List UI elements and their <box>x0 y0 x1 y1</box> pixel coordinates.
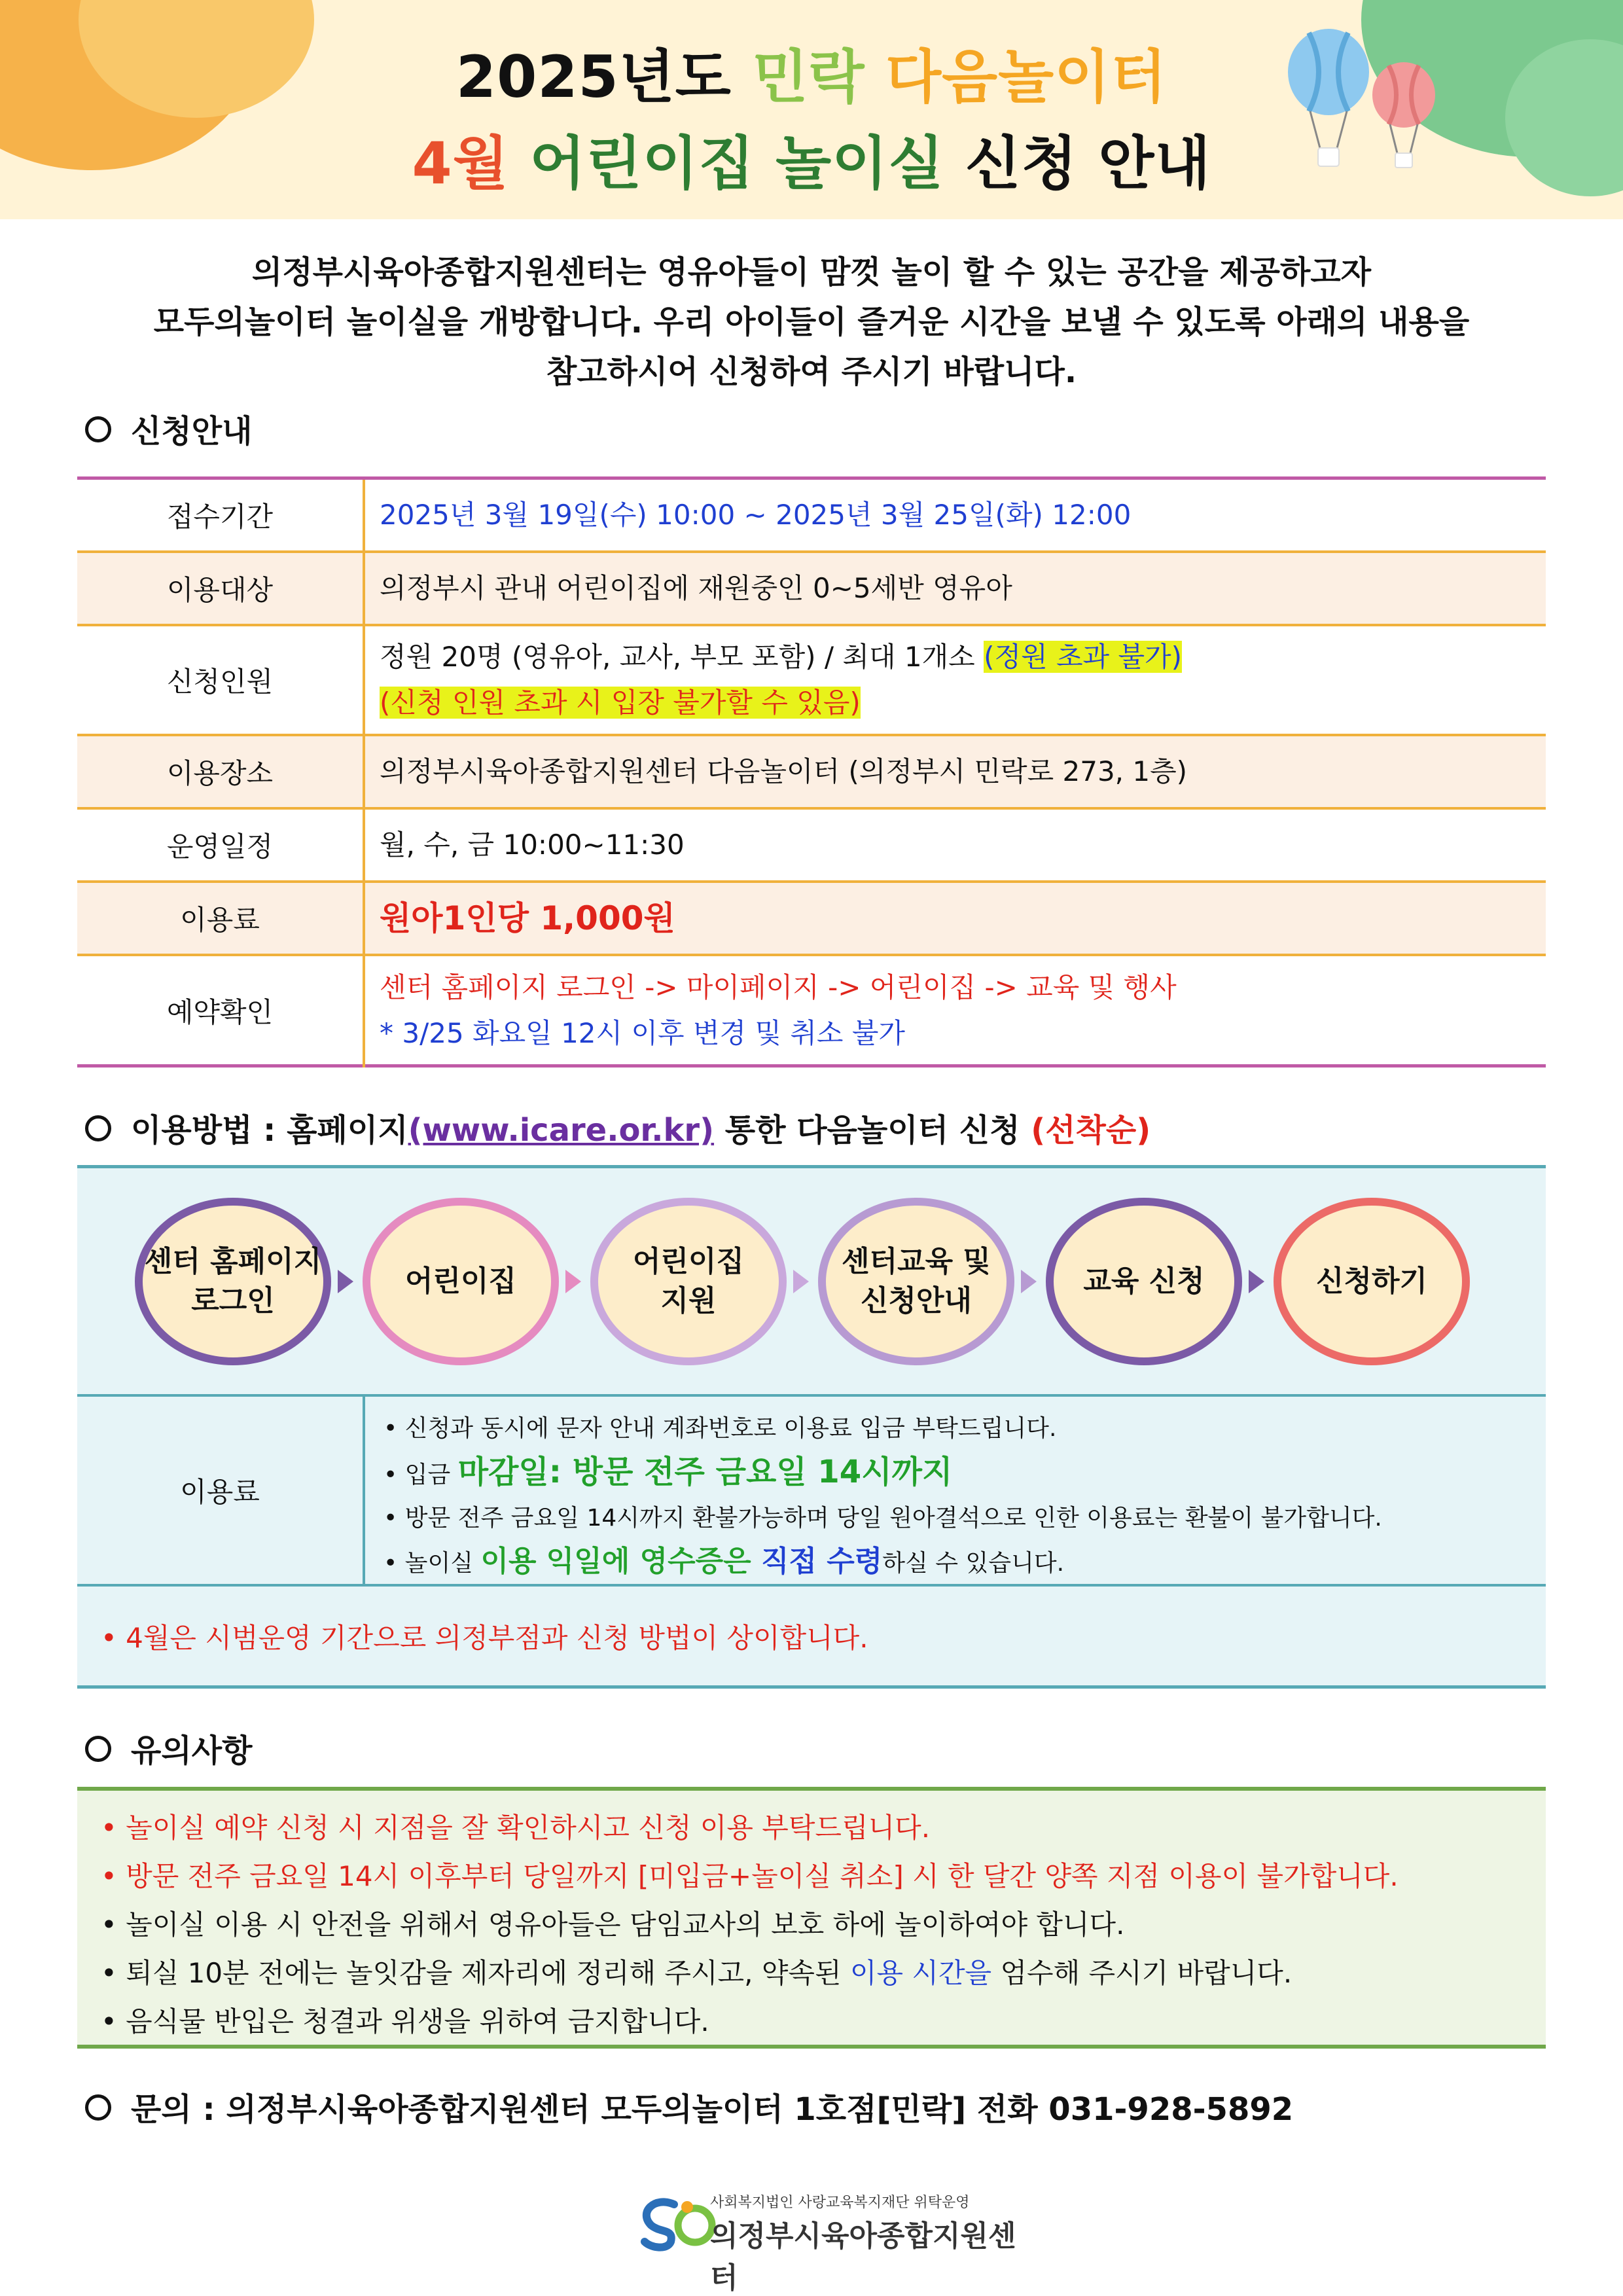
trial-period-note: • 4월은 시범운영 기간으로 의정부점과 신청 방법이 상이합니다. <box>101 1622 868 1654</box>
title2-part: 안내 <box>1098 130 1211 197</box>
info-table <box>77 476 1546 1072</box>
table-row <box>77 810 1546 883</box>
fee-line: • 방문 전주 금요일 14시까지 환불가능하며 당일 원아결석으로 인한 이용료는 환불이 불가합니다. <box>383 1505 1382 1532</box>
row-label: 이용장소 <box>166 757 274 789</box>
receipt-note: 이용 익일에 영수증은 <box>480 1545 761 1578</box>
box-top-border <box>77 1787 1546 1791</box>
entry-warning-note: (신청 인원 초과 시 입장 불가할 수 있음) <box>380 687 861 719</box>
box-bottom-border <box>77 2045 1546 2049</box>
value-text: * 3/25 화요일 12시 이후 변경 및 취소 불가 <box>380 1016 906 1049</box>
section-title: 유의사항 <box>131 1732 253 1769</box>
title2-part: 신청 <box>965 130 1099 197</box>
row-value <box>380 883 1533 954</box>
section-title-suffix: 통한 다음놀이터 신청 <box>714 1112 1031 1149</box>
row-value <box>380 626 1533 734</box>
section-title: 이용방법 : 홈페이지 <box>131 1112 408 1149</box>
row-value <box>380 480 1533 550</box>
note-part: • 퇴실 10분 전에는 놀잇감을 제자리에 정리해 주시고, 약속된 <box>101 1957 850 1989</box>
step-text: 센터 홈페이지 <box>144 1245 322 1278</box>
notes-box <box>77 1787 1546 2049</box>
title1-part: 2025년도 <box>455 43 753 111</box>
value-text <box>380 634 1533 680</box>
table-row <box>77 736 1546 810</box>
step-text: 센터교육 및 <box>842 1245 991 1278</box>
footer-small-text: 사회복지법인 사랑교육복지재단 위탁운영 <box>710 2195 970 2211</box>
box-top-border <box>77 1165 1546 1168</box>
step-login <box>135 1198 331 1365</box>
row-label: 이용료 <box>180 904 260 936</box>
arrow-right-icon <box>1249 1270 1264 1293</box>
contact-info <box>85 2084 1293 2129</box>
footer-center-name: 의정부시육아종합지원센터 <box>710 2219 1016 2295</box>
bullet-circle-icon <box>85 416 111 442</box>
step-text: 교육 신청 <box>1083 1265 1205 1298</box>
process-box <box>77 1165 1546 1689</box>
step-daycare-support <box>590 1198 787 1365</box>
step-text: 로그인 <box>191 1284 275 1318</box>
value-text: 2025년 3월 19일(수) 10:00 ~ 2025년 3월 25일(화) 12:00 <box>380 499 1132 531</box>
table-row <box>77 480 1546 553</box>
title2-part: 4월 <box>412 130 530 197</box>
row-label: 예약확인 <box>166 996 274 1028</box>
table-row <box>77 883 1546 956</box>
fee-line-part: 하실 수 있습니다. <box>882 1550 1065 1577</box>
step-text: 어린이집 <box>632 1245 744 1278</box>
page-title-line2 <box>0 118 1623 200</box>
contact-text: 문의 : 의정부시육아종합지원센터 모두의놀이터 1호점[민락] 전화 031-928-5892 <box>131 2091 1294 2128</box>
row-label: 이용대상 <box>166 574 274 606</box>
page-title-line1 <box>0 31 1623 114</box>
note-part: 엄수해 주시기 바랍니다. <box>991 1957 1293 1989</box>
capacity-limit-note: (정원 초과 불가) <box>984 641 1183 673</box>
step-text: 지원 <box>660 1284 717 1318</box>
arrow-right-icon <box>1021 1270 1037 1293</box>
intro-line: 모두의놀이터 놀이실을 개방합니다. 우리 아이들이 즐거운 시간을 보낼 수 있도록 아래의 내용을 <box>153 304 1470 340</box>
step-education-apply <box>1046 1198 1242 1365</box>
box-bottom-border <box>77 1685 1546 1689</box>
value-part: 정원 20명 (영유아, 교사, 부모 포함) / 최대 1개소 <box>380 641 984 673</box>
fee-details <box>383 1407 1533 1585</box>
value-text: 센터 홈페이지 로그인 -> 마이페이지 -> 어린이집 -> 교육 및 행사 <box>380 971 1177 1003</box>
note-item: • 음식물 반입은 청결과 위생을 위하여 금지합니다. <box>101 2005 709 2037</box>
fee-line-part: • 놀이실 <box>383 1550 481 1577</box>
row-label: 접수기간 <box>166 501 274 533</box>
title2-part: 놀이실 <box>776 130 965 197</box>
table-row <box>77 553 1546 626</box>
row-value <box>380 736 1533 807</box>
first-come-tag: (선착순) <box>1031 1112 1151 1149</box>
step-text: 신청하기 <box>1315 1265 1427 1298</box>
title2-part: 어린이집 <box>529 130 776 197</box>
bullet-circle-icon <box>85 2094 111 2121</box>
homepage-link[interactable]: (www.icare.or.kr) <box>408 1112 715 1149</box>
section-head-notes <box>85 1725 252 1770</box>
row-value <box>380 810 1533 880</box>
intro-line: 참고하시어 신청하여 주시기 바랍니다. <box>546 353 1077 390</box>
value-text: 의정부시 관내 어린이집에 재원중인 0~5세반 영유아 <box>380 572 1012 604</box>
step-text: 신청안내 <box>860 1284 972 1318</box>
step-text: 어린이집 <box>404 1265 516 1298</box>
step-center-education <box>818 1198 1014 1365</box>
header-banner <box>0 0 1623 219</box>
value-text <box>380 680 1533 726</box>
row-value <box>380 553 1533 624</box>
fee-line: • 신청과 동시에 문자 안내 계좌번호로 이용료 입금 부탁드립니다. <box>383 1415 1057 1442</box>
section-title: 신청안내 <box>131 413 253 450</box>
center-logo-icon <box>635 2193 720 2251</box>
fee-line <box>383 1540 1533 1585</box>
fee-line <box>383 1450 1533 1497</box>
table-row <box>77 956 1546 1067</box>
arrow-right-icon <box>565 1270 581 1293</box>
title1-part: 다음놀이터 <box>885 43 1168 111</box>
direct-pickup-note: 직접 수령 <box>760 1545 883 1578</box>
table-row <box>77 626 1546 736</box>
row-label: 신청인원 <box>166 666 274 698</box>
bullet-circle-icon <box>85 1115 111 1141</box>
title1-part: 민락 <box>752 43 886 111</box>
row-label: 운영일정 <box>166 831 274 863</box>
value-text: 월, 수, 금 10:00~11:30 <box>380 829 685 861</box>
value-text: 원아1인당 1,000원 <box>380 899 675 937</box>
value-text: 의정부시육아종합지원센터 다음놀이터 (의정부시 민락로 273, 1층) <box>380 755 1188 787</box>
fee-label: 이용료 <box>180 1476 260 1508</box>
note-item: • 방문 전주 금요일 14시 이후부터 당일까지 [미입금+놀이실 취소] 시 한 달간 양쪽 지점 이용이 불가합니다. <box>101 1860 1399 1892</box>
note-item: • 놀이실 이용 시 안전을 위해서 영유아들은 담임교사의 보호 하에 놀이하여야 합니다. <box>101 1909 1125 1941</box>
note-part-highlight: 이용 시간을 <box>849 1957 992 1989</box>
arrow-right-icon <box>338 1270 353 1293</box>
center-logo <box>622 2186 1027 2295</box>
row-value <box>380 956 1533 1064</box>
table-vertical-divider <box>363 480 365 1067</box>
deposit-deadline: 마감일: 방문 전주 금요일 14시까지 <box>457 1454 953 1490</box>
intro-text <box>105 247 1518 397</box>
intro-line: 의정부시육아종합지원센터는 영유아들이 맘껏 놀이 할 수 있는 공간을 제공하고자 <box>251 254 1372 291</box>
fee-line-part: • 입금 <box>383 1462 458 1488</box>
fee-vertical-divider <box>363 1397 365 1584</box>
note-item: • 놀이실 예약 신청 시 지점을 잘 확인하시고 신청 이용 부탁드립니다. <box>101 1812 931 1844</box>
step-daycare <box>363 1198 559 1365</box>
note-item <box>101 1952 1292 1991</box>
section-head-method <box>85 1105 1150 1150</box>
arrow-right-icon <box>793 1270 809 1293</box>
step-apply <box>1274 1198 1470 1365</box>
bullet-circle-icon <box>85 1736 111 1762</box>
section-head-application <box>85 406 252 451</box>
